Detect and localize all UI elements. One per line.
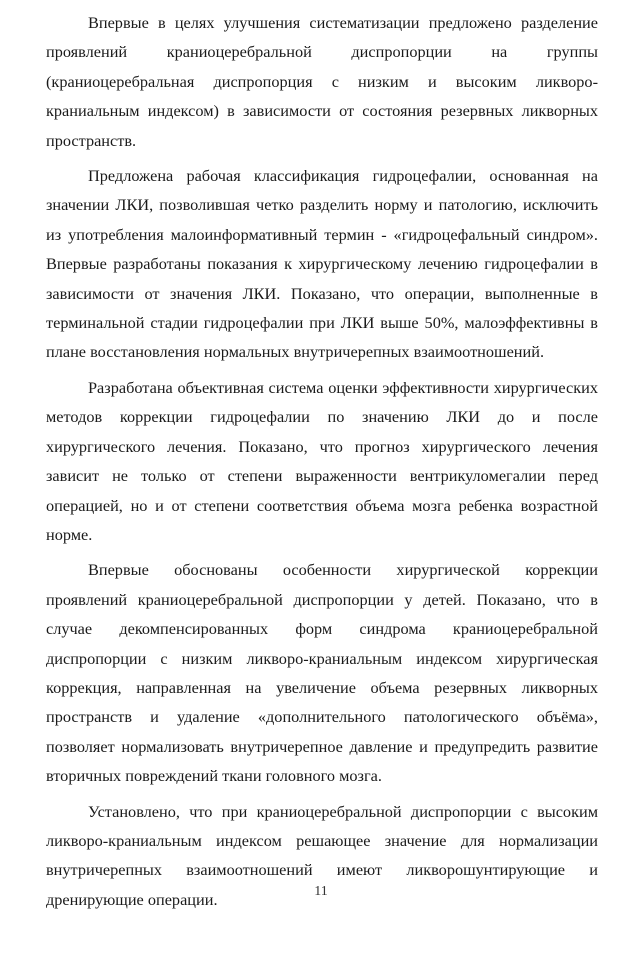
page-number: 11 xyxy=(314,884,328,899)
paragraph-shunting-operations: Установлено, что при краниоцеребральной диспропорции с высоким ликворо-краниальным индексом решающее значение для нормализации внутричерепных взаимоотношений имеют ликворошунтирующие и дренирующие операции. xyxy=(46,801,598,909)
paragraph-disproportion-groups: Впервые в целях улучшения систематизации предложено разделение проявлений краниоцеребральной диспропорции на группы (краниоцеребральная диспропорция с низким и высоким ликворо-краниальным индексом) в зависимости от состояния резервных ликворных пространств. xyxy=(46,13,598,150)
paragraph-hydrocephalus-classification: Предложена рабочая классификация гидроцефалии, основанная на значении ЛКИ, позволившая четко разделить норму и патологию, исключить из употребления малоинформативный термин - «гидроцефальный синдром». Впервые разработаны показания к хирургическому лечению гидроцефалии в зависимости от значения ЛКИ. Показано, что операции, выполненные в терминальной стадии гидроцефалии при ЛКИ выше 50%, малоэффективны в плане восстановления нормальных внутричерепных взаимоотношений. xyxy=(46,166,598,362)
paragraph-evaluation-system: Разработана объективная система оценки эффективности хирургических методов коррекции гидроцефалии по значению ЛКИ до и после хирургического лечения. Показано, что прогноз хирургического лечения зависит не только от степени выраженности вентрикуломегалии перед операцией, но и от степени соответствия объема мозга ребенка возрастной норме. xyxy=(46,377,598,544)
paragraph-surgical-correction: Впервые обоснованы особенности хирургической коррекции проявлений краниоцеребральной диспропорции у детей. Показано, что в случае декомпенсированных форм синдрома краниоцеребральной диспропорции с низким ликворо-краниальным индексом хирургическая коррекция, направленная на увеличение объема резервных ликворных пространств и удаление «дополнительного патологического объёма», позволяет нормализовать внутричерепное давление и предупредить развитие вторичных повреждений ткани головного мозга. xyxy=(46,560,598,786)
